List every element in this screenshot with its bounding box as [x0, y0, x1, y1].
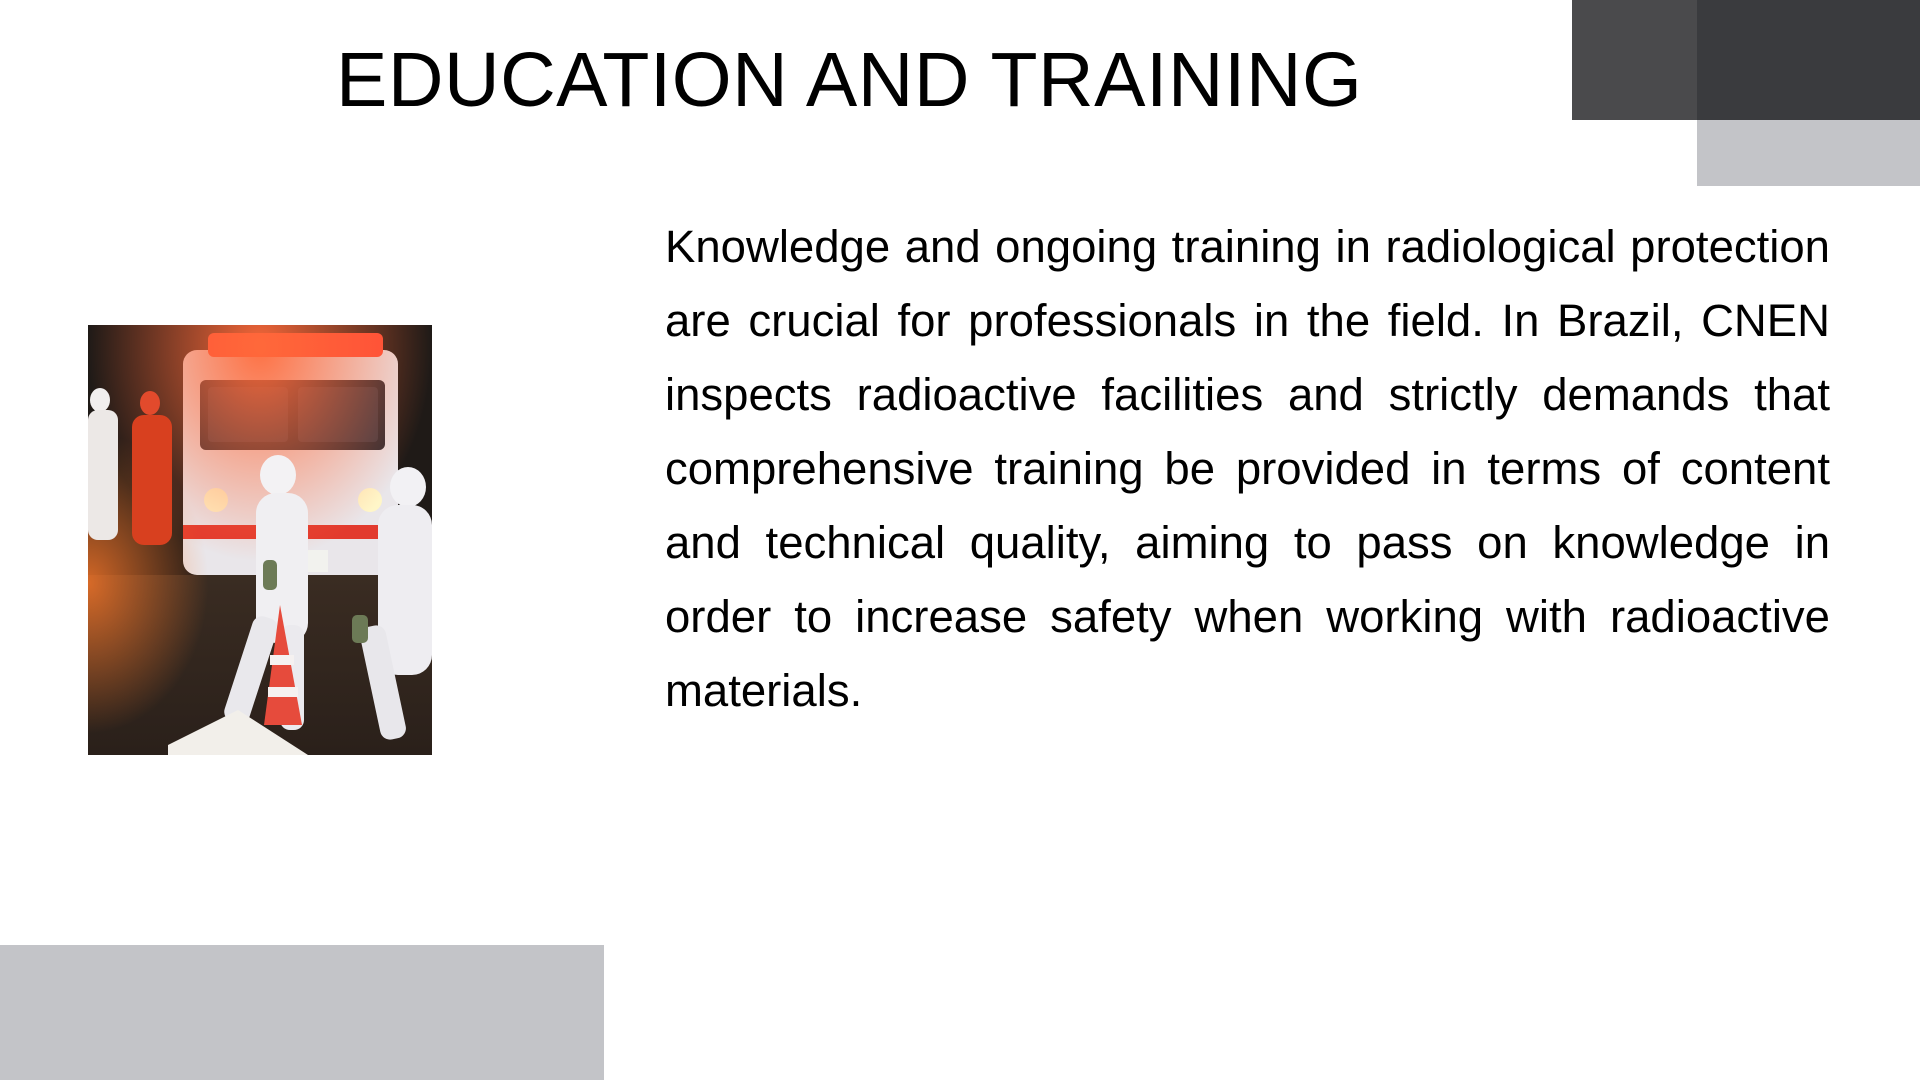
slide-title: EDUCATION AND TRAINING [336, 37, 1363, 123]
decorative-block-charcoal [1697, 0, 1920, 120]
ambulance-responders-photo [88, 325, 432, 755]
decorative-block-light-gray-top [1697, 120, 1920, 186]
body-paragraph: Knowledge and ongoing training in radiological protection are crucial for professionals in the field. In Brazil, CNEN inspects radioactive facilities and strictly demands that comprehensive training be provided in terms of content and technical quality, aiming to pass on knowledge in order to increase safety when working with radioactive materials. [665, 221, 1830, 716]
decorative-block-light-gray-bottom [0, 945, 604, 1080]
decorative-block-dark-gray [1572, 0, 1699, 120]
